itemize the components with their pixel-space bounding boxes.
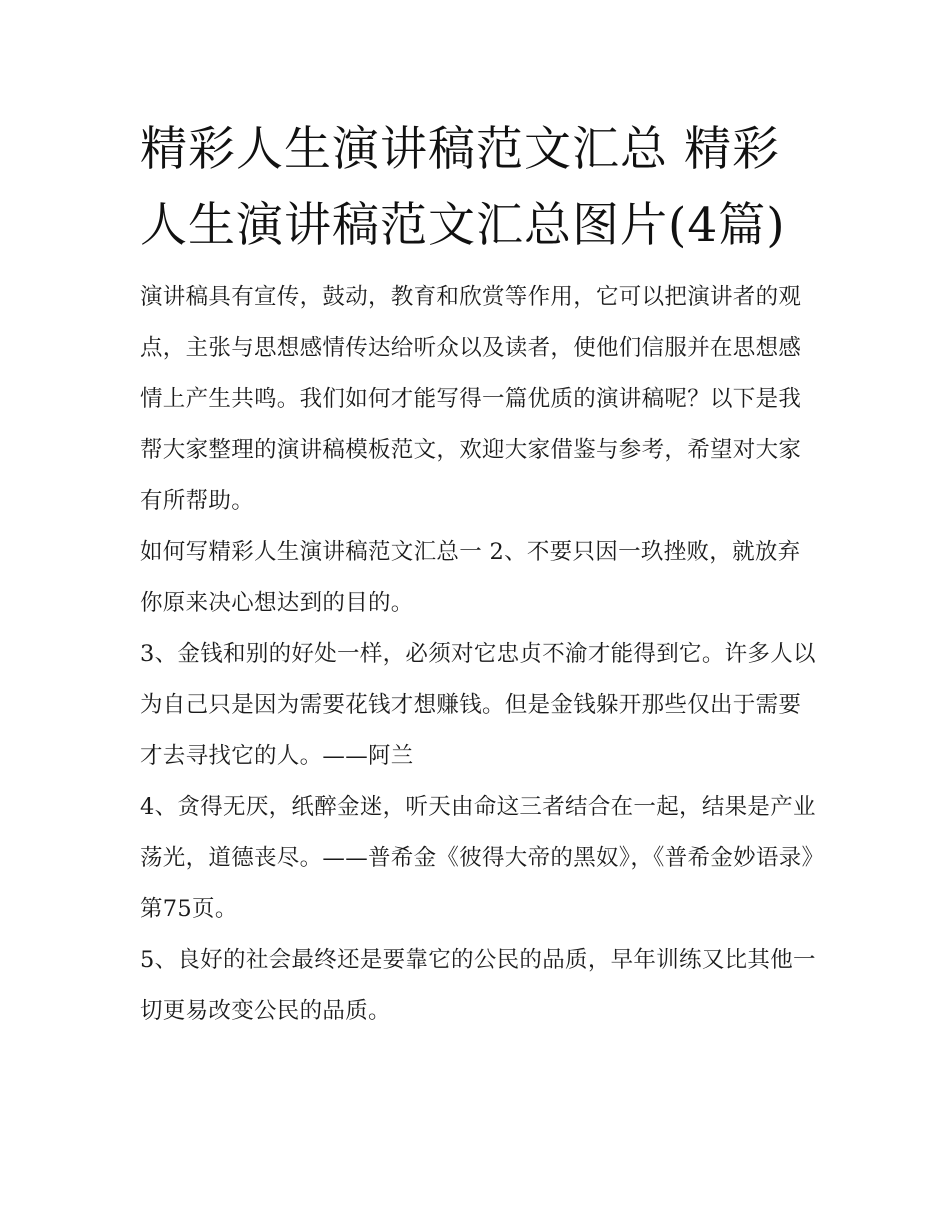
paragraph-5: 5、良好的社会最终还是要靠它的公民的品质，早年训练又比其他一切更易改变公民的品质。 <box>140 947 816 1024</box>
intro-paragraph: 演讲稿具有宣传，鼓动，教育和欣赏等作用，它可以把演讲者的观点，主张与思想感情传达给听众以及读者，使他们信服并在思想感情上产生共鸣。我们如何才能写得一篇优质的演讲稿呢？以下是我帮大家整理的演讲稿模板范文，欢迎大家借鉴与参考，希望对大家有所帮助。 <box>140 284 802 514</box>
document-page <box>140 112 816 1037</box>
paragraph-3: 3、金钱和别的好处一样，必须对它忠贞不渝才能得到它。许多人以为自己只是因为需要花钱才想赚钱。但是金钱躲开那些仅出于需要才去寻找它的人。——阿兰 <box>140 641 816 769</box>
paragraph-2: 如何写精彩人生演讲稿范文汇总一 2、不要只因一玖挫败，就放弃你原来决心想达到的目的。 <box>140 539 801 616</box>
paragraph-4: 4、贪得无厌，纸醉金迷，听天由命这三者结合在一起，结果是产业荡光，道德丧尽。——普希金《彼得大帝的黑奴》，《普希金妙语录》第75页。 <box>140 794 816 922</box>
document-title: 精彩人生演讲稿范文汇总 精彩人生演讲稿范文汇总图片(4篇) <box>140 122 786 253</box>
